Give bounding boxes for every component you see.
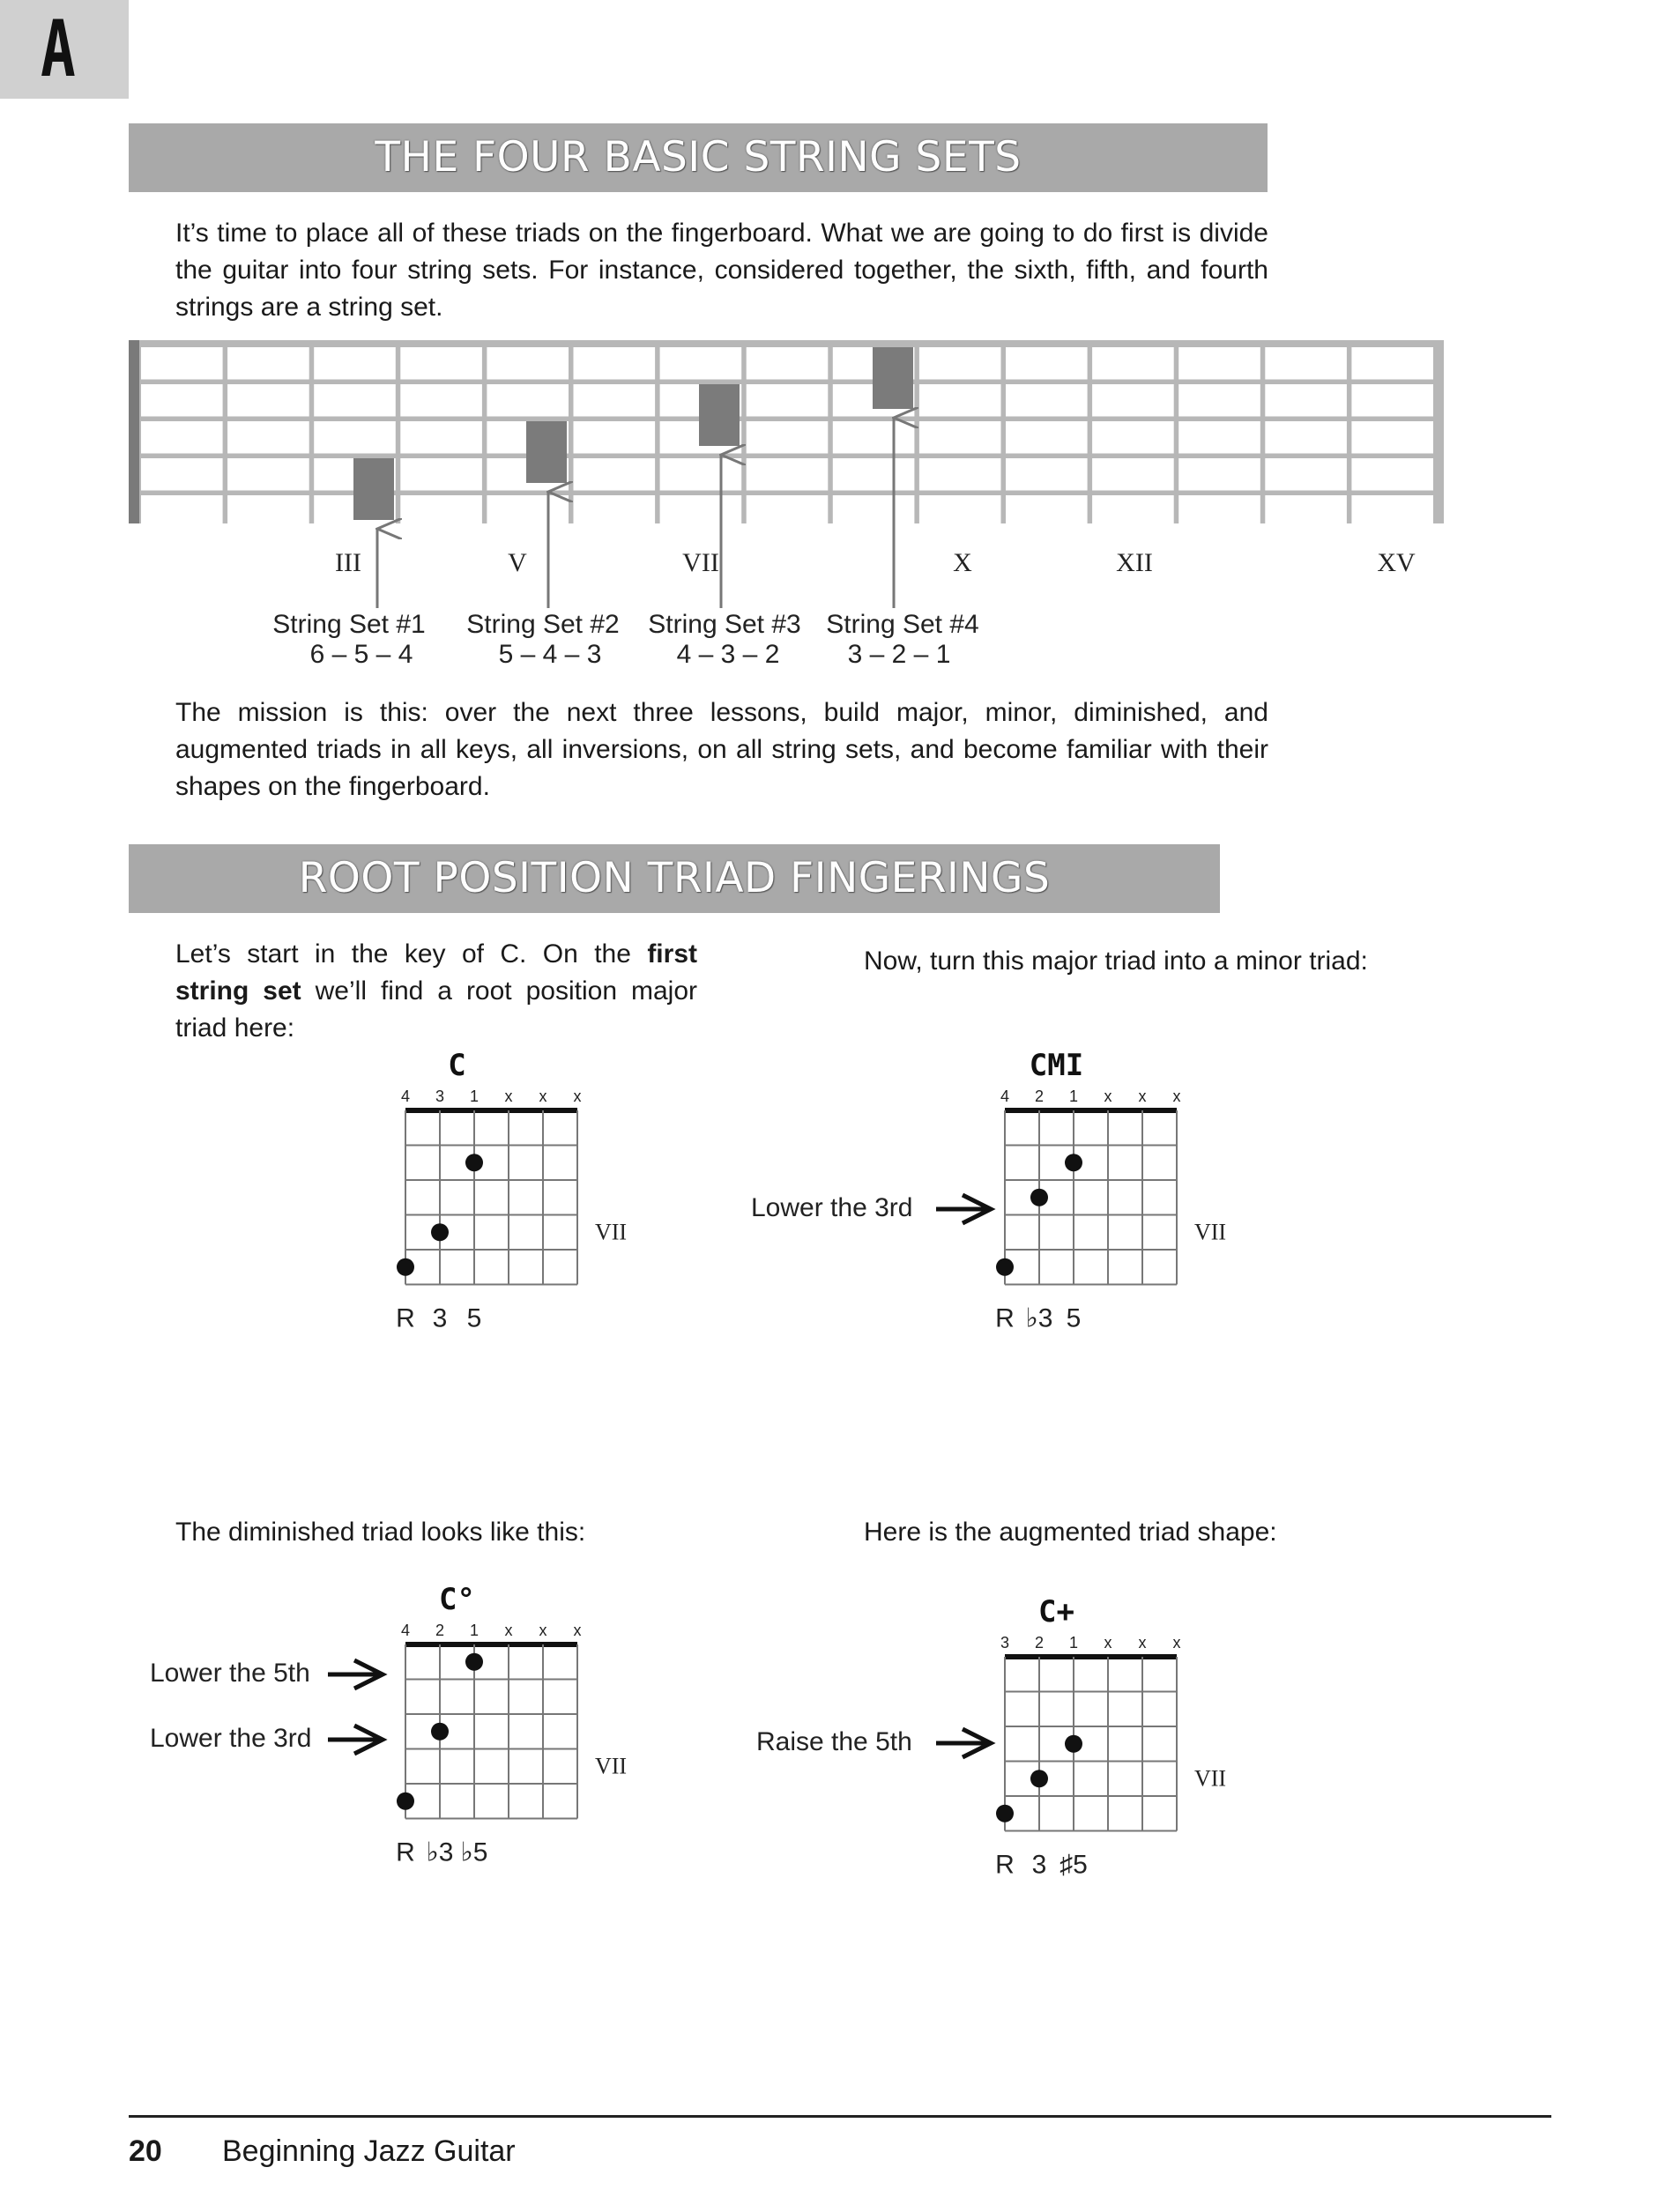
chord-dot [1065,1735,1082,1753]
annotation-raise-5th: Raise the 5th [756,1727,912,1756]
fretboard-nut [129,340,139,523]
major-intro-bold: first string set [175,939,697,1006]
chord-diagram-c-minor [970,1049,1252,1348]
chord-dot [1030,1770,1048,1787]
fretboard-diagram [0,0,1658,687]
string-set-1-marker [353,458,394,520]
chord-diagram-c-diminished [370,1583,652,1882]
chord-nut [405,1642,577,1647]
finger-number: 3 [1000,1634,1010,1652]
annotation-lower-3rd-dim: Lower the 3rd [150,1724,312,1753]
chord-dot [996,1258,1014,1276]
chord-diagram-c-major [370,1049,652,1348]
fret-cell [1265,384,1347,417]
fret-cell [1351,421,1433,454]
augmented-intro-paragraph: Here is the augmented triad shape: [864,1518,1277,1547]
fret-cell [833,495,915,528]
fret-cell [1092,384,1174,417]
chord-name: C [448,1049,466,1083]
string-sets-intro: It’s time to place all of these triads on the fingerboard. What we are going to do first is divide the guitar into four string sets. For instance, considered together, the sixth, fifth, and fourth strings are a string set. [175,219,1268,322]
aug-annotation [749,1715,1014,1768]
mission-paragraph: The mission is this: over the next three lessons, build major, minor, diminished, and augmented triads in all keys, all inversions, on all string sets, and become familiar with their shapes on the fingerboard. [175,698,1268,801]
chord-nut [1005,1108,1177,1113]
chord-tone: ♭5 [460,1837,488,1867]
finger-number: 1 [469,1622,480,1639]
fret-label-iii: III [335,548,361,577]
finger-number: 1 [469,1087,480,1105]
finger-number: x [504,1622,513,1639]
chord-nut [1005,1654,1177,1659]
chord-dot [996,1805,1014,1822]
finger-number: 4 [400,1622,411,1639]
fret-cell [747,458,829,491]
diminished-intro-paragraph: The diminished triad looks like this: [175,1518,586,1547]
fret-label-xii: XII [1116,548,1153,577]
chord-dot [431,1723,449,1741]
fret-cell [227,384,309,417]
fret-cell [1092,347,1174,380]
fret-cell [1092,458,1174,491]
page-number: 20 [129,2134,162,2168]
fret-cell [660,495,742,528]
fret-cell [227,421,309,454]
chord-tone: R [396,1303,415,1333]
major-intro-part1: Let’s start in the key of C. On the [175,939,648,969]
string-set-2-strings: 5 – 4 – 3 [498,640,602,669]
fret-cell [747,421,829,454]
finger-number: 2 [1034,1087,1045,1105]
fret-cell [227,495,309,528]
finger-number: x [1172,1634,1181,1652]
chord-tone: 3 [1031,1850,1047,1880]
fret-cell [574,347,656,380]
string-set-3-name: String Set #3 [648,610,801,639]
fret-cell [833,421,915,454]
fret-cell [487,495,569,528]
fret-cell [574,421,656,454]
fret-cell [314,347,396,380]
arrow-right-icon [328,1726,383,1754]
fret-cell [400,384,482,417]
dim-annotation-3rd [141,1711,405,1764]
annotation-lower-3rd-minor: Lower the 3rd [751,1193,913,1222]
fret-cell [141,495,223,528]
section-title-string-sets: THE FOUR BASIC STRING SETS [129,123,1268,192]
chord-dot [1065,1154,1082,1171]
fret-label-xv: XV [1377,548,1416,577]
arrow-right-icon [936,1195,991,1223]
fret-cell [1178,347,1260,380]
fret-cell [1265,421,1347,454]
fret-cell [919,347,1001,380]
chord-dot [397,1258,414,1276]
fret-cell [574,384,656,417]
chord-name: C+ [1038,1595,1074,1629]
fret-cell [919,421,1001,454]
fretboard-cells [141,347,1433,528]
chord-dot [465,1154,483,1171]
finger-number: x [573,1622,582,1639]
fret-cell [141,458,223,491]
fret-cell [400,421,482,454]
finger-number: x [504,1087,513,1105]
chord-tone: R [995,1850,1015,1880]
fret-cell [1351,495,1433,528]
fret-cell [1178,458,1260,491]
fret-cell [400,347,482,380]
fret-cell [1006,495,1088,528]
chord-tone: ♭3 [426,1837,454,1867]
chord-dot [397,1793,414,1810]
chord-tone: ♯5 [1059,1850,1088,1880]
finger-number: 2 [435,1622,445,1639]
fret-cell [227,458,309,491]
fret-cell [314,421,396,454]
fret-cell [1351,458,1433,491]
string-set-1-strings: 6 – 5 – 4 [309,640,413,669]
finger-number: x [539,1622,547,1639]
fret-cell [1265,495,1347,528]
fret-cell [487,384,569,417]
chord-dot [431,1223,449,1241]
fret-cell [660,458,742,491]
fret-cell [141,384,223,417]
fret-cell [1006,384,1088,417]
fret-cell [1265,347,1347,380]
finger-number: 1 [1068,1087,1079,1105]
fret-cell [1351,384,1433,417]
fret-cell [1006,347,1088,380]
fret-cell [141,347,223,380]
minor-intro-paragraph: Now, turn this major triad into a minor triad: [864,946,1368,976]
fret-cell [1178,495,1260,528]
chord-nut [405,1108,577,1113]
major-intro-paragraph [175,936,697,1047]
fret-cell [919,384,1001,417]
chord-fret-label: VII [595,1753,628,1779]
string-set-4-strings: 3 – 2 – 1 [847,640,951,669]
finger-number: 3 [435,1087,445,1105]
fret-cell [919,458,1001,491]
string-set-2-marker [526,421,567,483]
chapter-tab-letter: A [41,4,76,94]
chord-tone: R [396,1837,415,1867]
chord-fret-label: VII [1194,1765,1227,1792]
fret-cell [487,347,569,380]
finger-number: x [1138,1087,1147,1105]
chord-tone: 3 [432,1303,448,1333]
fret-cell [400,458,482,491]
fret-cell [747,347,829,380]
finger-number: x [1104,1087,1112,1105]
fret-label-v: V [508,548,527,577]
book-title: Beginning Jazz Guitar [222,2134,516,2168]
arrow-right-icon [328,1660,383,1689]
chord-tone: ♭3 [1025,1303,1053,1333]
fret-cell [574,495,656,528]
fret-cell [574,458,656,491]
major-intro-part2: we’ll find a root position major triad here: [175,976,697,1043]
chord-tone: 5 [466,1303,482,1333]
fret-cell [400,495,482,528]
fret-cell [747,495,829,528]
finger-number: 1 [1068,1634,1079,1652]
string-set-3-strings: 4 – 3 – 2 [676,640,780,669]
finger-number: x [539,1087,547,1105]
string-set-1-name: String Set #1 [272,610,426,639]
fret-cell [919,495,1001,528]
arrow-right-icon [936,1729,991,1757]
finger-number: x [1104,1634,1112,1652]
finger-number: 2 [1034,1634,1045,1652]
fret-cell [1265,458,1347,491]
fret-cell [660,347,742,380]
fret-cell [1178,421,1260,454]
annotation-lower-5th: Lower the 5th [150,1659,310,1688]
fret-cell [314,384,396,417]
minor-annotation [740,1181,1005,1234]
finger-number: 4 [400,1087,411,1105]
chord-name: CMI [1029,1049,1084,1083]
fret-cell [1006,421,1088,454]
fret-label-vii: VII [682,548,719,577]
chord-dot [1030,1189,1048,1206]
string-set-4-name: String Set #4 [826,610,979,639]
fret-cell [1006,458,1088,491]
fret-cell [1178,384,1260,417]
footer-rule [129,2115,1551,2118]
section-title-root-position: ROOT POSITION TRIAD FINGERINGS [129,844,1220,913]
string-set-4-marker [873,347,913,409]
dim-annotation-5th [141,1646,405,1699]
finger-number: x [1138,1634,1147,1652]
fret-cell [141,421,223,454]
fret-cell [833,458,915,491]
fret-label-x: X [953,548,972,577]
fret-cell [1092,495,1174,528]
fret-cell [227,347,309,380]
finger-number: 4 [1000,1087,1010,1105]
fret-cell [1092,421,1174,454]
finger-number: x [1172,1087,1181,1105]
finger-number: x [573,1087,582,1105]
fret-cell [747,384,829,417]
fret-cell [1351,347,1433,380]
chord-dot [465,1653,483,1671]
chord-fret-label: VII [595,1219,628,1245]
chord-tone: 5 [1066,1303,1082,1333]
chord-name: C° [439,1583,475,1617]
string-set-3-marker [699,384,740,446]
string-set-2-name: String Set #2 [466,610,620,639]
chord-fret-label: VII [1194,1219,1227,1245]
chord-tone: R [995,1303,1015,1333]
